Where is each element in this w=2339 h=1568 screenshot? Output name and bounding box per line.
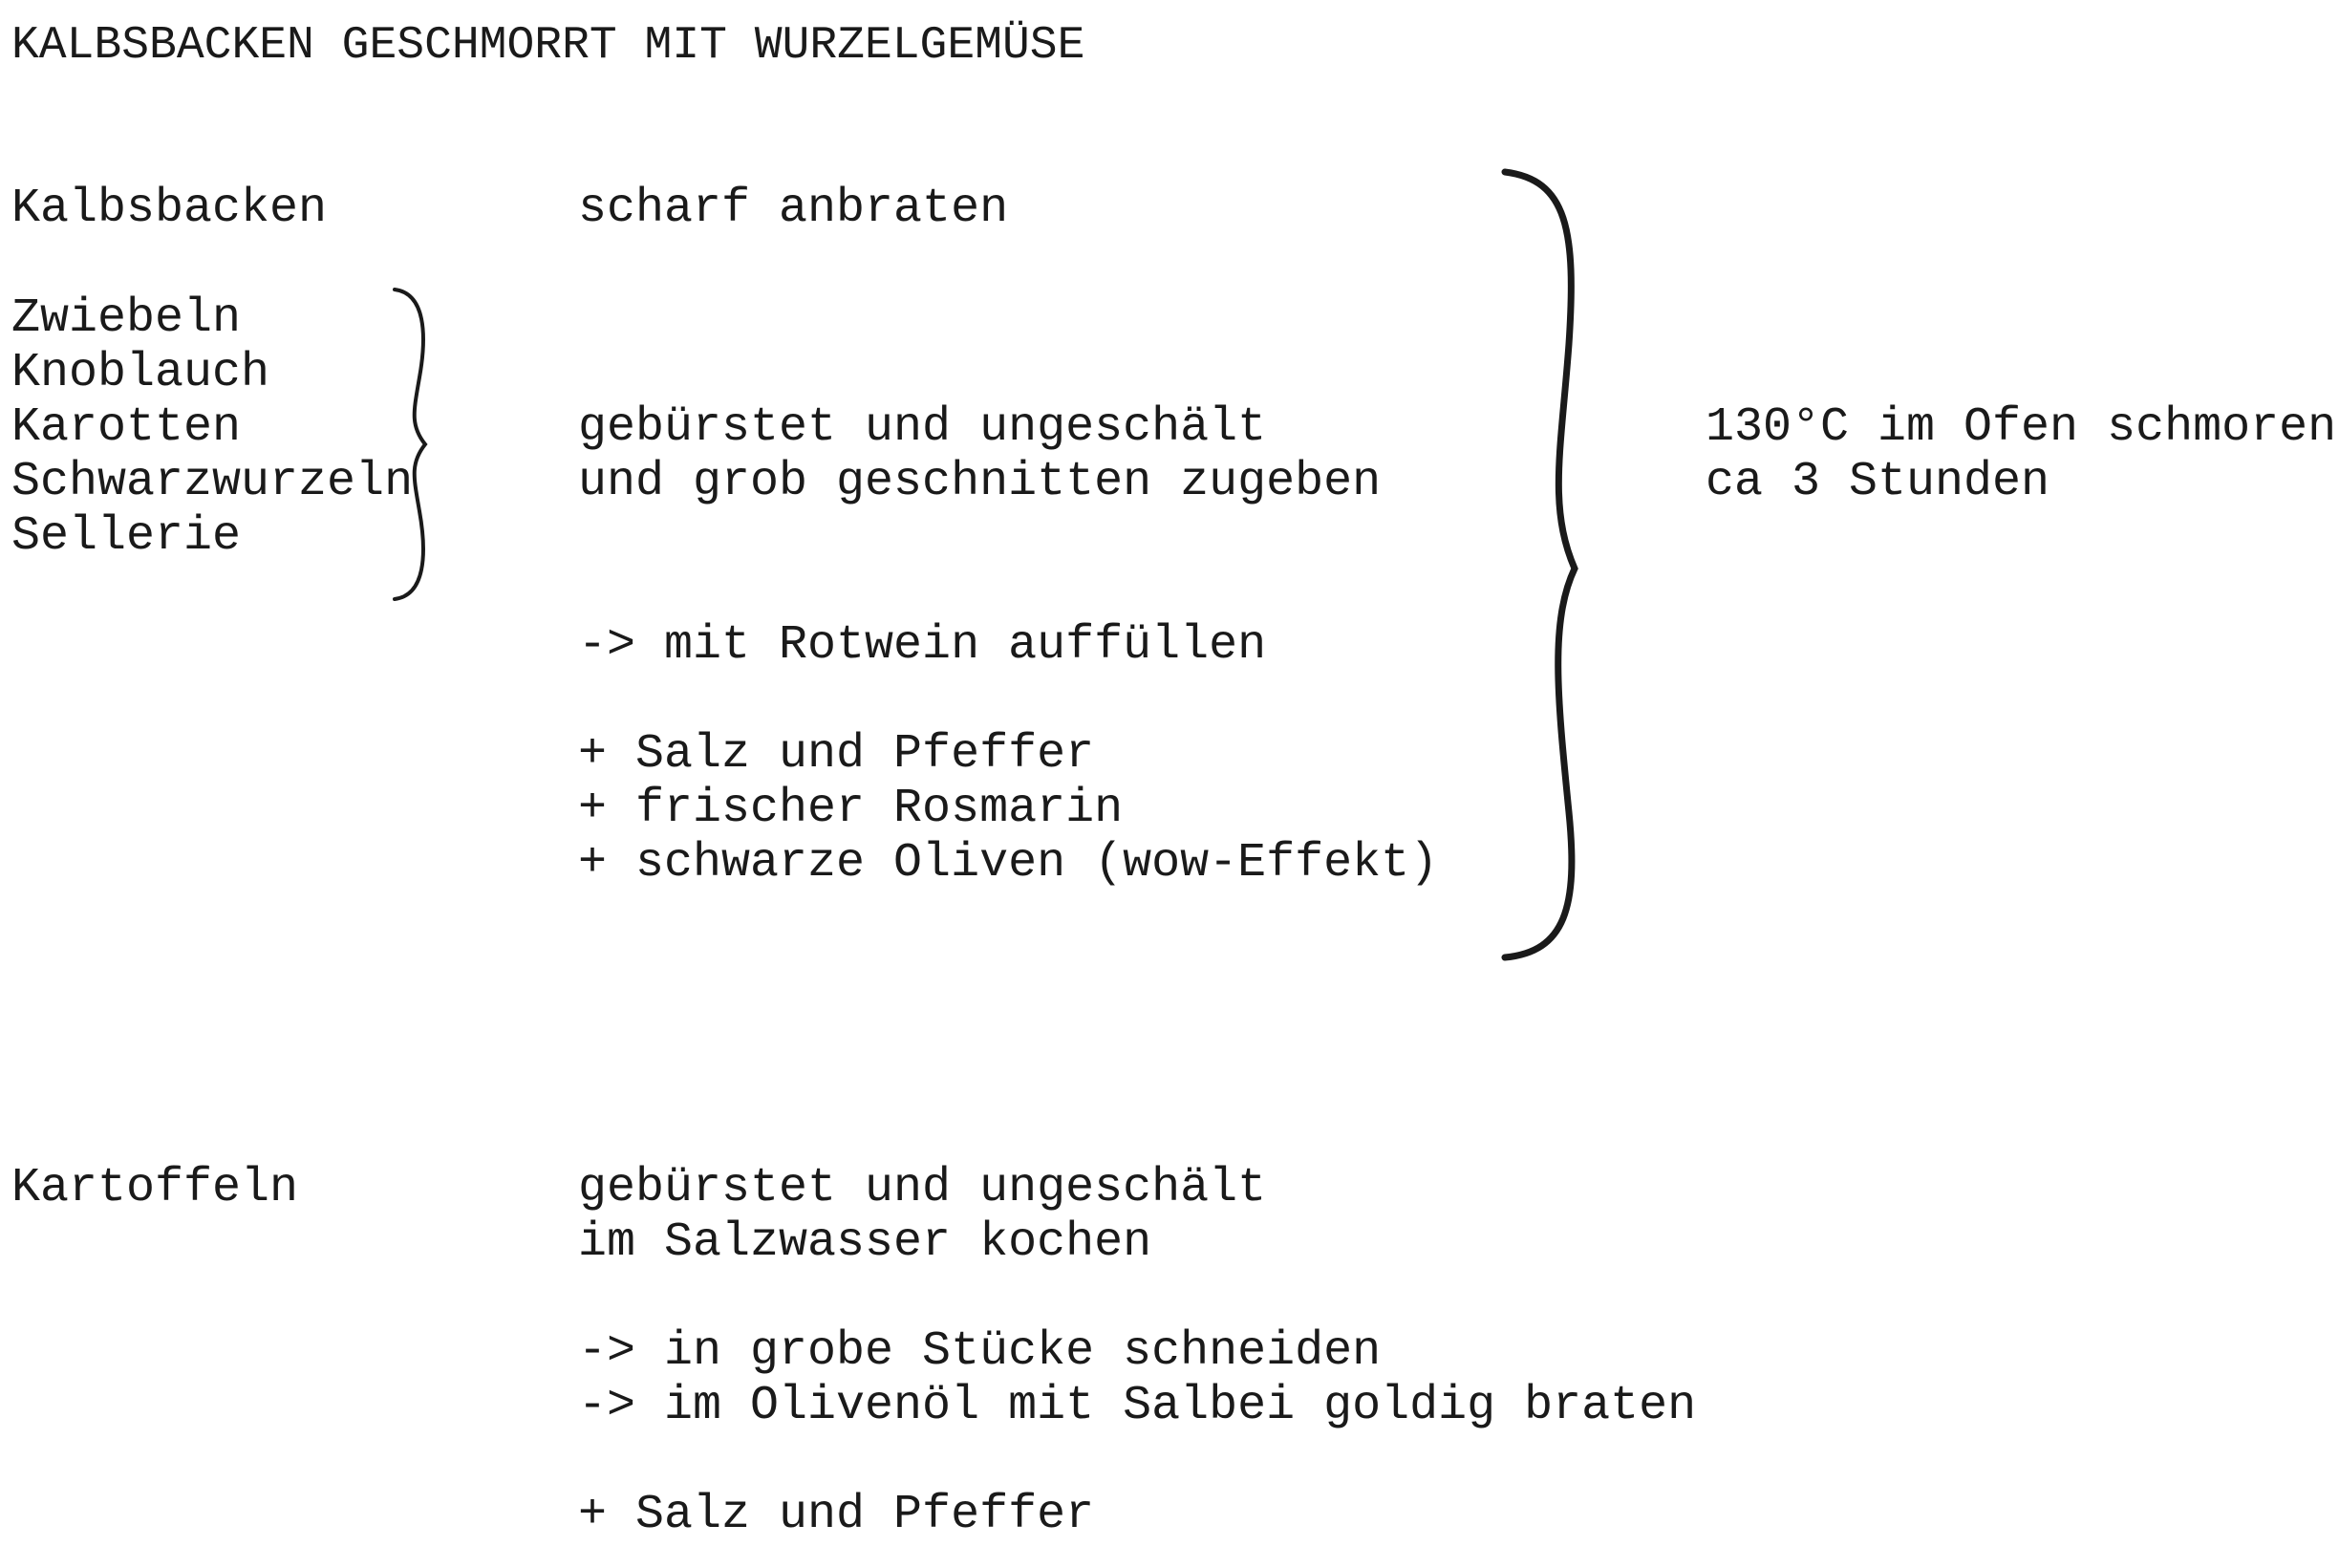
oven-instruction-line2: ca 3 Stunden <box>1706 455 2050 509</box>
step-rotwein: -> mit Rotwein auffüllen <box>578 618 1267 673</box>
potato-step-line4: -> im Olivenöl mit Salbei goldig braten <box>578 1379 1697 1433</box>
vegetable-item: Knoblauch <box>11 346 270 400</box>
vegetable-item: Karotten <box>11 400 242 455</box>
potato-step-line3: -> in grobe Stücke schneiden <box>578 1324 1382 1379</box>
process-group-brace <box>1491 162 1596 965</box>
vegetable-item: Sellerie <box>11 509 242 564</box>
step-anbraten: scharf anbraten <box>578 182 1009 236</box>
ingredient-kalbsbacken: Kalbsbacken <box>11 182 328 236</box>
oven-instruction-line1: 130°C im Ofen schmoren <box>1706 400 2337 455</box>
potato-step-line1: gebürstet und ungeschält <box>578 1161 1267 1215</box>
step-vegetables-line2: und grob geschnitten zugeben <box>578 455 1382 509</box>
addition-item: + schwarze Oliven (wow-Effekt) <box>578 836 1439 891</box>
potato-step-line2: im Salzwasser kochen <box>578 1215 1152 1270</box>
addition-item: + frischer Rosmarin <box>578 782 1124 836</box>
vegetable-group-brace <box>377 282 435 607</box>
vegetable-item: Schwarzwurzeln <box>11 455 414 509</box>
vegetable-item: Zwiebeln <box>11 291 242 346</box>
recipe-title: KALBSBACKEN GESCHMORRT MIT WURZELGEMÜSE <box>11 20 1085 72</box>
addition-item: + Salz und Pfeffer <box>578 727 1095 782</box>
potato-step-line5: + Salz und Pfeffer <box>578 1488 1095 1542</box>
ingredient-kartoffeln: Kartoffeln <box>11 1161 299 1215</box>
step-vegetables-line1: gebürstet und ungeschält <box>578 400 1267 455</box>
